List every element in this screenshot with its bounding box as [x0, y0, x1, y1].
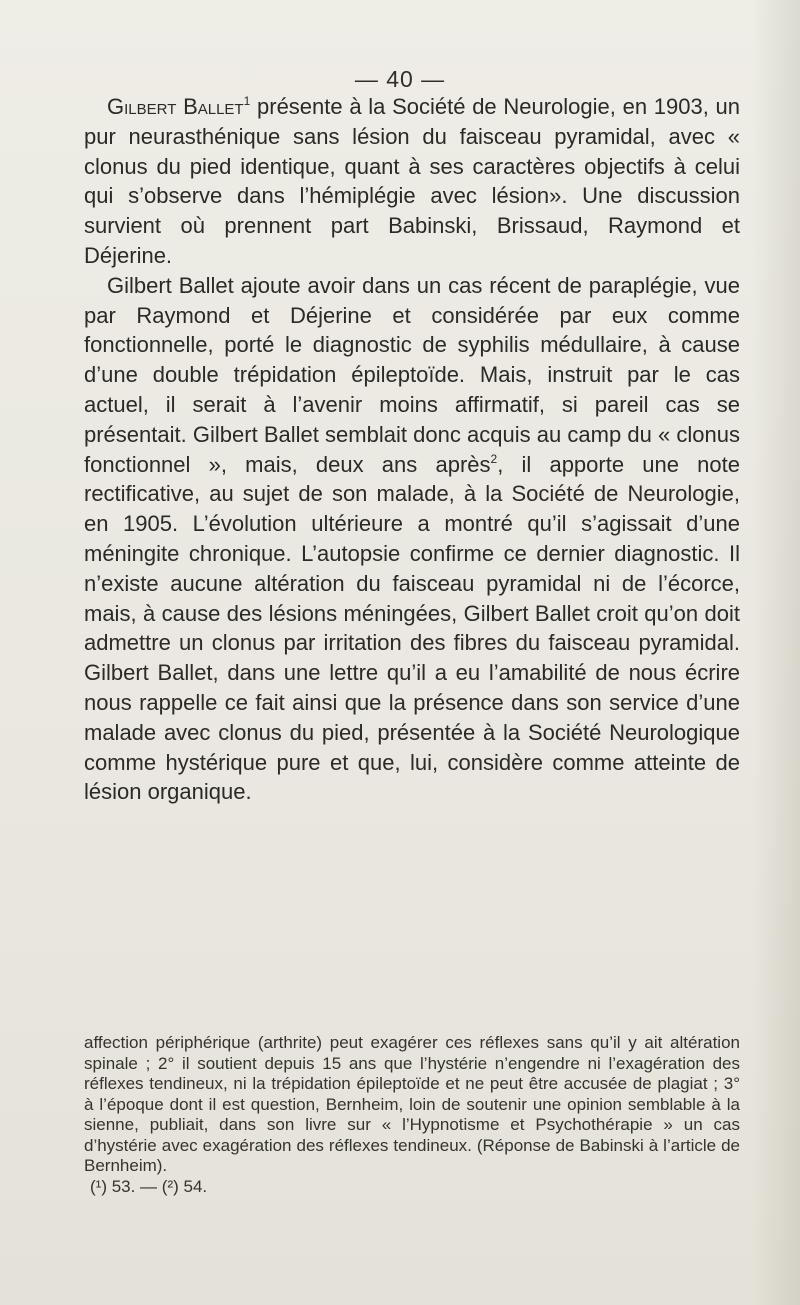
paragraph	[84, 271, 740, 807]
paragraph	[84, 92, 740, 271]
author-name: Gilbert Ballet	[107, 94, 244, 119]
main-text	[84, 92, 740, 807]
page-number: — 40 —	[354, 66, 446, 92]
paragraph-text: , il apporte une note rectificative, au sujet de son malade, à la Société de Neurologie, en 1905. L’évolution ultérieure a montré qu’il s’agissait d’une méningite chronique. L’autopsie confirme ce dernier diagnostic. Il n’existe aucune altération du faisceau pyramidal ni de l’écorce, mais, à cause des lésions méningées, Gilbert Ballet croit qu’on doit admettre un clonus par irritation des fibres du faisceau pyramidal. Gilbert Ballet, dans une lettre qu’il a eu l’amabilité de nous écrire nous rappelle ce fait ainsi que la présence dans son service d’une malade avec clonus du pied, présentée à la Société Neurologique comme hystérique pure et que, lui, considère comme atteinte de lésion organique.	[84, 451, 740, 805]
paragraph-text: Gilbert Ballet ajoute avoir dans un cas récent de paraplégie, vue par Raymond et Déjerine et considérée par eux comme fonctionnelle, porté le diagnostic de syphilis médullaire, à cause d’une double trépidation épileptoïde. Mais, instruit par le cas actuel, il serait à l’avenir moins affirmatif, si pareil cas se présentait. Gilbert Ballet semblait donc acquis au camp du « clonus fonctionnel », mais, deux ans après	[84, 272, 740, 477]
footnote-marker: 2	[490, 451, 498, 466]
paragraph-text: présente à la Société de Neurologie, en 1903, un pur neurasthénique sans lésion du faisceau pyramidal, avec « clonus du pied identique, quant à ses caractères objectifs à celui qui s’observe dans l’hémiplégie avec lésion». Une discussion survient où prennent part Babinski, Brissaud, Raymond et Déjerine.	[84, 94, 741, 268]
footnote-references: (¹) 53. — (²) 54.	[90, 1176, 208, 1196]
footnotes	[84, 1033, 740, 1197]
footnote-marker: 1	[243, 94, 251, 108]
footnote-text: affection périphérique (arthrite) peut exagérer ces réflexes sans qu’il y ait altération spinale ; 2° il soutient depuis 15 ans que l’hystérie n’engendre ni l’exagération des réflexes tendineux, ni la trépidation épileptoïde et ne peut être accusée de plagiat ; 3° à l’époque dont il est question, Bernheim, loin de soutenir une opinion semblable à la sienne, publiait, dans son livre sur « l’Hypnotisme et Psychothérapie » un cas d’hystérie avec exagération des réflexes tendineux. (Réponse de Babinski à l’article de Bernheim).	[84, 1033, 740, 1175]
